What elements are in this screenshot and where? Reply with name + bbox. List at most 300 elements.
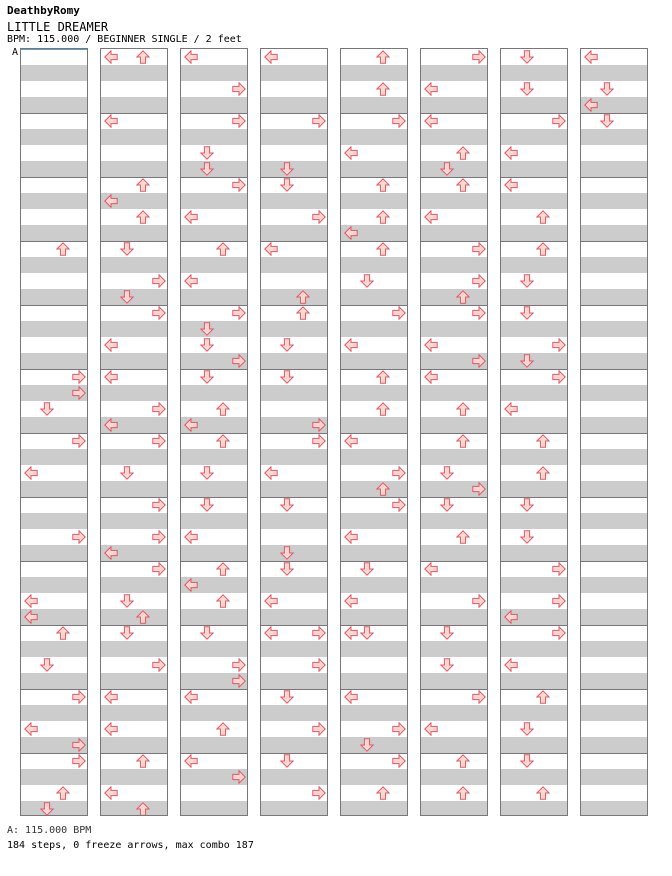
- beat-stripe: [101, 801, 167, 816]
- step-arrow-right-icon: [472, 306, 486, 320]
- beat-line: [501, 433, 567, 434]
- beat-stripe: [181, 385, 247, 401]
- step-arrow-up-icon: [216, 242, 230, 256]
- step-arrow-right-icon: [232, 770, 246, 784]
- beat-stripe: [421, 641, 487, 657]
- step-arrow-left-icon: [424, 722, 438, 736]
- step-arrow-down-icon: [200, 146, 214, 160]
- beat-line: [181, 241, 247, 242]
- song-artist: DeathbyRomy: [7, 4, 80, 17]
- beat-stripe: [421, 609, 487, 625]
- step-arrow-up-icon: [456, 786, 470, 800]
- beat-stripe: [101, 769, 167, 785]
- step-arrow-up-icon: [456, 290, 470, 304]
- beat-stripe: [421, 225, 487, 241]
- chart-column-6: [420, 48, 488, 816]
- beat-stripe: [581, 705, 647, 721]
- beat-line: [181, 369, 247, 370]
- beat-stripe: [501, 705, 567, 721]
- beat-line: [581, 497, 647, 498]
- beat-stripe: [261, 193, 327, 209]
- beat-stripe: [21, 577, 87, 593]
- step-arrow-left-icon: [424, 562, 438, 576]
- step-arrow-up-icon: [536, 466, 550, 480]
- beat-stripe: [21, 321, 87, 337]
- beat-stripe: [101, 225, 167, 241]
- beat-stripe: [21, 65, 87, 81]
- chart-info: BPM: 115.000 / BEGINNER SINGLE / 2 feet: [7, 34, 242, 45]
- step-arrow-up-icon: [376, 482, 390, 496]
- beat-stripe: [501, 673, 567, 689]
- step-arrow-down-icon: [120, 466, 134, 480]
- beat-line: [501, 305, 567, 306]
- beat-line: [21, 625, 87, 626]
- beat-stripe: [261, 449, 327, 465]
- step-arrow-right-icon: [72, 386, 86, 400]
- beat-stripe: [21, 513, 87, 529]
- step-arrow-left-icon: [344, 626, 358, 640]
- step-arrow-left-icon: [104, 370, 118, 384]
- beat-stripe: [261, 385, 327, 401]
- step-arrow-down-icon: [520, 50, 534, 64]
- beat-line: [181, 497, 247, 498]
- beat-line: [101, 241, 167, 242]
- step-arrow-right-icon: [72, 370, 86, 384]
- beat-stripe: [261, 705, 327, 721]
- beat-stripe: [421, 161, 487, 177]
- beat-line: [581, 689, 647, 690]
- step-arrow-left-icon: [344, 594, 358, 608]
- beat-line: [501, 497, 567, 498]
- beat-stripe: [21, 289, 87, 305]
- step-arrow-up-icon: [376, 210, 390, 224]
- beat-stripe: [181, 257, 247, 273]
- beat-line: [581, 113, 647, 114]
- beat-stripe: [581, 129, 647, 145]
- step-arrow-left-icon: [24, 610, 38, 624]
- step-arrow-down-icon: [120, 594, 134, 608]
- step-arrow-right-icon: [392, 466, 406, 480]
- step-arrow-up-icon: [456, 178, 470, 192]
- step-arrow-left-icon: [344, 530, 358, 544]
- beat-stripe: [21, 545, 87, 561]
- step-arrow-down-icon: [440, 658, 454, 672]
- beat-stripe: [581, 673, 647, 689]
- step-arrow-right-icon: [392, 498, 406, 512]
- step-arrow-up-icon: [456, 530, 470, 544]
- step-arrow-up-icon: [376, 786, 390, 800]
- beat-stripe: [101, 97, 167, 113]
- step-arrow-right-icon: [472, 482, 486, 496]
- beat-line: [341, 241, 407, 242]
- step-arrow-left-icon: [504, 178, 518, 192]
- beat-stripe: [101, 257, 167, 273]
- beat-stripe: [581, 769, 647, 785]
- step-arrow-right-icon: [152, 306, 166, 320]
- step-arrow-up-icon: [376, 82, 390, 96]
- beat-stripe: [261, 481, 327, 497]
- step-arrow-up-icon: [456, 754, 470, 768]
- step-arrow-right-icon: [152, 274, 166, 288]
- beat-stripe: [421, 65, 487, 81]
- beat-stripe: [501, 289, 567, 305]
- beat-stripe: [581, 417, 647, 433]
- beat-stripe: [421, 385, 487, 401]
- beat-stripe: [341, 481, 407, 497]
- beat-stripe: [261, 769, 327, 785]
- beat-line: [581, 241, 647, 242]
- beat-stripe: [101, 289, 167, 305]
- chart-column-2: [100, 48, 168, 816]
- beat-line: [421, 433, 487, 434]
- beat-stripe: [21, 353, 87, 369]
- step-arrow-down-icon: [280, 370, 294, 384]
- beat-stripe: [421, 97, 487, 113]
- step-arrow-down-icon: [520, 754, 534, 768]
- step-arrow-up-icon: [296, 306, 310, 320]
- beat-stripe: [501, 417, 567, 433]
- step-arrow-right-icon: [72, 434, 86, 448]
- beat-stripe: [421, 801, 487, 816]
- beat-stripe: [501, 801, 567, 816]
- step-arrow-right-icon: [552, 338, 566, 352]
- step-arrow-down-icon: [280, 338, 294, 352]
- beat-line: [21, 305, 87, 306]
- step-arrow-right-icon: [152, 434, 166, 448]
- beat-stripe: [261, 673, 327, 689]
- beat-stripe: [181, 225, 247, 241]
- step-arrow-left-icon: [104, 418, 118, 432]
- beat-stripe: [21, 801, 87, 816]
- step-arrow-left-icon: [104, 338, 118, 352]
- beat-stripe: [421, 449, 487, 465]
- beat-line: [501, 753, 567, 754]
- beat-stripe: [261, 737, 327, 753]
- beat-stripe: [181, 321, 247, 337]
- step-arrow-right-icon: [392, 114, 406, 128]
- beat-stripe: [581, 65, 647, 81]
- step-arrow-right-icon: [552, 562, 566, 576]
- beat-stripe: [581, 513, 647, 529]
- step-arrow-up-icon: [136, 610, 150, 624]
- step-arrow-up-icon: [136, 178, 150, 192]
- beat-stripe: [21, 257, 87, 273]
- step-arrow-right-icon: [72, 530, 86, 544]
- step-arrow-left-icon: [504, 146, 518, 160]
- chart-column-7: [500, 48, 568, 816]
- step-arrow-right-icon: [392, 722, 406, 736]
- beat-stripe: [21, 225, 87, 241]
- beat-stripe: [181, 737, 247, 753]
- beat-stripe: [101, 385, 167, 401]
- step-arrow-right-icon: [312, 786, 326, 800]
- beat-stripe: [501, 97, 567, 113]
- beat-stripe: [501, 577, 567, 593]
- beat-stripe: [421, 545, 487, 561]
- beat-line: [261, 497, 327, 498]
- beat-line: [261, 177, 327, 178]
- beat-stripe: [181, 65, 247, 81]
- step-arrow-right-icon: [232, 82, 246, 96]
- song-title: LITTLE DREAMER: [7, 20, 109, 34]
- beat-line: [341, 369, 407, 370]
- beat-stripe: [421, 129, 487, 145]
- step-arrow-up-icon: [376, 178, 390, 192]
- step-arrow-right-icon: [552, 114, 566, 128]
- step-arrow-down-icon: [520, 274, 534, 288]
- beat-stripe: [501, 65, 567, 81]
- step-arrow-left-icon: [344, 338, 358, 352]
- step-arrow-right-icon: [312, 626, 326, 640]
- beat-line: [501, 241, 567, 242]
- beat-stripe: [21, 449, 87, 465]
- step-arrow-left-icon: [424, 82, 438, 96]
- step-arrow-left-icon: [184, 578, 198, 592]
- beat-line: [21, 177, 87, 178]
- step-arrow-left-icon: [264, 626, 278, 640]
- step-arrow-down-icon: [200, 498, 214, 512]
- beat-stripe: [421, 769, 487, 785]
- step-arrow-right-icon: [232, 178, 246, 192]
- step-arrow-left-icon: [424, 370, 438, 384]
- beat-stripe: [21, 97, 87, 113]
- beat-stripe: [581, 193, 647, 209]
- step-arrow-left-icon: [344, 226, 358, 240]
- beat-stripe: [181, 97, 247, 113]
- step-arrow-right-icon: [232, 674, 246, 688]
- beat-stripe: [101, 673, 167, 689]
- beat-stripe: [21, 481, 87, 497]
- step-arrow-left-icon: [24, 722, 38, 736]
- beat-stripe: [261, 225, 327, 241]
- step-arrow-left-icon: [264, 50, 278, 64]
- beat-line: [21, 241, 87, 242]
- step-arrow-right-icon: [152, 498, 166, 512]
- beat-stripe: [261, 289, 327, 305]
- beat-stripe: [181, 449, 247, 465]
- beat-stripe: [341, 161, 407, 177]
- step-arrow-left-icon: [344, 434, 358, 448]
- step-arrow-left-icon: [104, 114, 118, 128]
- beat-stripe: [341, 641, 407, 657]
- step-arrow-down-icon: [520, 498, 534, 512]
- step-arrow-down-icon: [360, 562, 374, 576]
- beat-stripe: [21, 417, 87, 433]
- beat-stripe: [181, 801, 247, 816]
- step-arrow-right-icon: [72, 738, 86, 752]
- beat-stripe: [181, 289, 247, 305]
- step-arrow-up-icon: [376, 242, 390, 256]
- beat-stripe: [581, 737, 647, 753]
- step-arrow-down-icon: [200, 626, 214, 640]
- beat-stripe: [581, 385, 647, 401]
- beat-stripe: [341, 673, 407, 689]
- beat-stripe: [261, 129, 327, 145]
- beat-line: [181, 625, 247, 626]
- step-arrow-down-icon: [200, 162, 214, 176]
- beat-line: [581, 753, 647, 754]
- step-arrow-right-icon: [312, 722, 326, 736]
- beat-stripe: [501, 225, 567, 241]
- beat-stripe: [261, 545, 327, 561]
- step-arrow-right-icon: [312, 114, 326, 128]
- beat-stripe: [101, 65, 167, 81]
- step-arrow-up-icon: [216, 402, 230, 416]
- step-arrow-down-icon: [440, 466, 454, 480]
- beat-stripe: [501, 481, 567, 497]
- step-arrow-down-icon: [440, 162, 454, 176]
- beat-stripe: [261, 577, 327, 593]
- step-arrow-right-icon: [72, 690, 86, 704]
- beat-stripe: [421, 577, 487, 593]
- step-arrow-down-icon: [40, 802, 54, 816]
- beat-stripe: [581, 609, 647, 625]
- beat-stripe: [501, 193, 567, 209]
- beat-line: [261, 753, 327, 754]
- beat-line: [581, 177, 647, 178]
- step-arrow-down-icon: [440, 498, 454, 512]
- step-arrow-up-icon: [136, 754, 150, 768]
- chart-column-5: [340, 48, 408, 816]
- step-arrow-down-icon: [360, 626, 374, 640]
- beat-stripe: [341, 289, 407, 305]
- step-arrow-down-icon: [520, 530, 534, 544]
- beat-stripe: [181, 609, 247, 625]
- step-arrow-left-icon: [584, 50, 598, 64]
- beat-line: [581, 369, 647, 370]
- beat-stripe: [261, 161, 327, 177]
- step-arrow-left-icon: [504, 658, 518, 672]
- step-arrow-down-icon: [280, 546, 294, 560]
- step-arrow-left-icon: [344, 146, 358, 160]
- step-arrow-up-icon: [136, 210, 150, 224]
- step-arrow-right-icon: [552, 594, 566, 608]
- step-arrow-left-icon: [24, 594, 38, 608]
- beat-stripe: [101, 705, 167, 721]
- beat-stripe: [261, 641, 327, 657]
- step-arrow-down-icon: [520, 306, 534, 320]
- step-arrow-up-icon: [536, 434, 550, 448]
- beat-stripe: [501, 385, 567, 401]
- step-arrow-left-icon: [184, 754, 198, 768]
- step-arrow-down-icon: [200, 466, 214, 480]
- step-arrow-up-icon: [536, 242, 550, 256]
- beat-stripe: [101, 129, 167, 145]
- step-arrow-up-icon: [56, 626, 70, 640]
- beat-stripe: [421, 737, 487, 753]
- beat-stripe: [341, 353, 407, 369]
- step-arrow-left-icon: [184, 50, 198, 64]
- step-arrow-left-icon: [184, 274, 198, 288]
- beat-stripe: [421, 673, 487, 689]
- step-arrow-right-icon: [552, 370, 566, 384]
- beat-stripe: [181, 481, 247, 497]
- step-arrow-right-icon: [392, 306, 406, 320]
- step-arrow-right-icon: [472, 354, 486, 368]
- beat-stripe: [101, 609, 167, 625]
- step-arrow-left-icon: [424, 338, 438, 352]
- step-arrow-down-icon: [280, 498, 294, 512]
- beat-stripe: [421, 289, 487, 305]
- beat-line: [581, 433, 647, 434]
- beat-stripe: [581, 545, 647, 561]
- beat-stripe: [581, 449, 647, 465]
- beat-stripe: [501, 353, 567, 369]
- step-arrow-down-icon: [280, 562, 294, 576]
- beat-line: [341, 561, 407, 562]
- beat-stripe: [501, 769, 567, 785]
- step-arrow-down-icon: [200, 322, 214, 336]
- beat-stripe: [501, 641, 567, 657]
- step-arrow-down-icon: [200, 370, 214, 384]
- beat-stripe: [581, 161, 647, 177]
- step-arrow-down-icon: [520, 722, 534, 736]
- step-arrow-down-icon: [520, 354, 534, 368]
- beat-stripe: [501, 545, 567, 561]
- step-arrow-left-icon: [24, 466, 38, 480]
- beat-stripe: [341, 545, 407, 561]
- beat-stripe: [101, 737, 167, 753]
- beat-stripe: [261, 353, 327, 369]
- beat-stripe: [341, 737, 407, 753]
- beat-stripe: [501, 737, 567, 753]
- step-arrow-right-icon: [392, 754, 406, 768]
- step-arrow-left-icon: [264, 594, 278, 608]
- step-arrow-right-icon: [152, 530, 166, 544]
- beat-stripe: [101, 577, 167, 593]
- step-arrow-left-icon: [184, 530, 198, 544]
- step-arrow-up-icon: [376, 402, 390, 416]
- beat-stripe: [581, 289, 647, 305]
- beat-stripe: [261, 513, 327, 529]
- beat-stripe: [341, 385, 407, 401]
- beat-stripe: [581, 321, 647, 337]
- chart-column-3: [180, 48, 248, 816]
- step-arrow-right-icon: [472, 594, 486, 608]
- beat-line: [21, 497, 87, 498]
- chart-column-8: [580, 48, 648, 816]
- beat-stripe: [341, 321, 407, 337]
- step-arrow-right-icon: [72, 754, 86, 768]
- beat-stripe: [421, 705, 487, 721]
- step-arrow-up-icon: [456, 434, 470, 448]
- beat-line: [581, 305, 647, 306]
- beat-stripe: [341, 609, 407, 625]
- step-arrow-left-icon: [104, 722, 118, 736]
- footer-bpm: A: 115.000 BPM: [7, 825, 92, 836]
- step-arrow-down-icon: [120, 290, 134, 304]
- beat-stripe: [21, 129, 87, 145]
- step-arrow-left-icon: [104, 194, 118, 208]
- step-arrow-right-icon: [312, 434, 326, 448]
- beat-stripe: [181, 545, 247, 561]
- step-arrow-right-icon: [232, 658, 246, 672]
- beat-stripe: [261, 65, 327, 81]
- step-arrow-right-icon: [552, 626, 566, 640]
- beat-stripe: [261, 257, 327, 273]
- step-arrow-down-icon: [280, 690, 294, 704]
- step-arrow-left-icon: [104, 786, 118, 800]
- beat-stripe: [341, 97, 407, 113]
- step-arrow-down-icon: [360, 738, 374, 752]
- beat-line: [421, 177, 487, 178]
- beat-line: [21, 561, 87, 562]
- beat-stripe: [341, 801, 407, 816]
- beat-line: [421, 497, 487, 498]
- footer-stats: 184 steps, 0 freeze arrows, max combo 187: [7, 840, 254, 851]
- step-arrow-up-icon: [56, 242, 70, 256]
- step-arrow-up-icon: [216, 722, 230, 736]
